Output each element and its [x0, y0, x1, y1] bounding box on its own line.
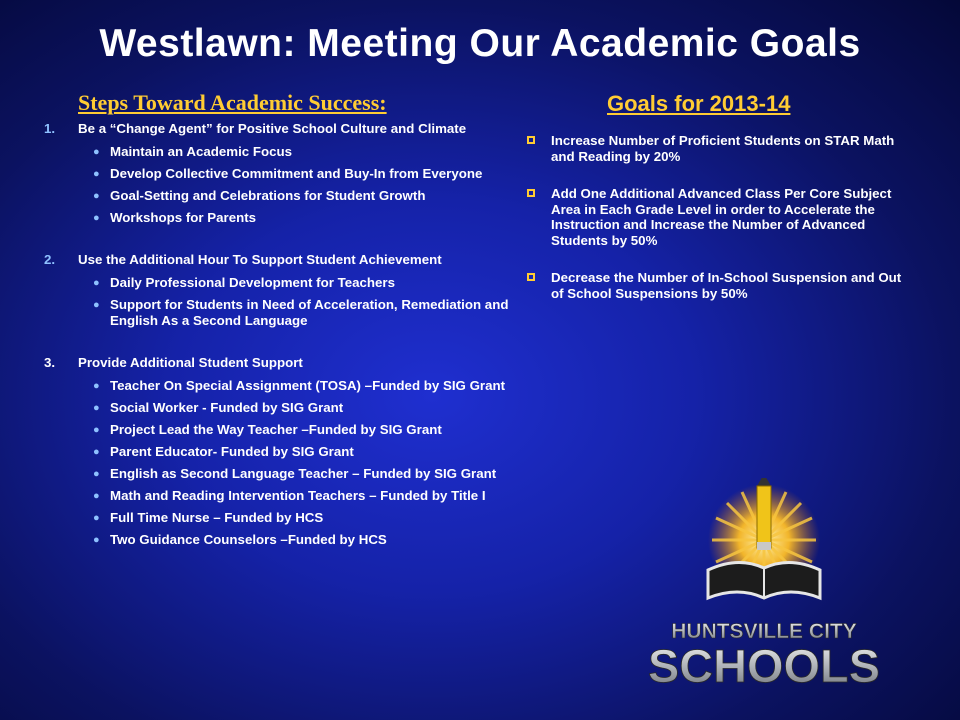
goal-text: Add One Additional Advanced Class Per Core Subject Area in Each Grade Level in order to Accelerate the Instruction and Increase the Number of Advanced Students by 50%: [551, 186, 892, 248]
list-item: [42, 532, 512, 548]
list-item-text: Support for Students in Need of Acceleration, Remediation and English As a Second Language: [110, 297, 509, 328]
list-item-text: Social Worker - Funded by SIG Grant: [110, 400, 344, 415]
list-item: [42, 422, 512, 438]
goals-heading: Goals for 2013-14: [607, 91, 791, 116]
section-title: [42, 355, 512, 371]
list-item: [42, 444, 512, 460]
list-item-text: Full Time Nurse – Funded by HCS: [110, 510, 324, 525]
list-item: [42, 166, 512, 182]
bullet-icon: ●: [93, 534, 100, 546]
section-title-text: Provide Additional Student Support: [78, 355, 303, 370]
goal-text: Increase Number of Proficient Students on STAR Math and Reading by 20%: [551, 133, 895, 164]
list-item-text: Two Guidance Counselors –Funded by HCS: [110, 532, 387, 547]
bullet-icon: ●: [93, 168, 100, 180]
goals-list: [522, 133, 912, 323]
list-item: [42, 210, 512, 226]
bullet-icon: ●: [93, 380, 100, 392]
bullet-icon: ●: [93, 446, 100, 458]
checkbox-bullet-icon: [527, 136, 535, 144]
list-item-text: Workshops for Parents: [110, 210, 257, 225]
list-item-text: Teacher On Special Assignment (TOSA) –Funded by SIG Grant: [110, 378, 506, 393]
section-number: 2.: [44, 252, 56, 267]
list-item: [42, 144, 512, 160]
section-number: 3.: [44, 355, 56, 370]
list-item: [42, 488, 512, 504]
bullet-icon: ●: [93, 490, 100, 502]
list-item: [42, 378, 512, 394]
checkbox-bullet-icon: [527, 273, 535, 281]
bullet-icon: ●: [93, 146, 100, 158]
steps-list: [42, 121, 512, 564]
huntsville-city-schools-logo: [638, 478, 890, 688]
list-item-text: Develop Collective Commitment and Buy-In from Everyone: [110, 166, 483, 181]
section-student-support: [42, 355, 512, 548]
book-icon: [708, 562, 820, 598]
bullet-icon: ●: [93, 190, 100, 202]
list-item-text: Daily Professional Development for Teachers: [110, 275, 395, 290]
list-item: [42, 275, 512, 291]
goal-item: [522, 270, 912, 301]
logo-line-1: HUNTSVILLE CITY: [671, 620, 857, 643]
list-item: [42, 188, 512, 204]
list-item: [42, 466, 512, 482]
bullet-icon: ●: [93, 402, 100, 414]
list-item: [42, 297, 512, 329]
section-title-text: Be a “Change Agent” for Positive School Culture and Climate: [78, 121, 467, 136]
bullet-icon: ●: [93, 424, 100, 436]
bullet-icon: ●: [93, 468, 100, 480]
section-title: [42, 252, 512, 268]
goal-item: [522, 133, 912, 164]
bullet-icon: ●: [93, 212, 100, 224]
bullet-icon: ●: [93, 277, 100, 289]
list-item-text: Parent Educator- Funded by SIG Grant: [110, 444, 354, 459]
checkbox-bullet-icon: [527, 189, 535, 197]
section-title-text: Use the Additional Hour To Support Student Achievement: [78, 252, 442, 267]
list-item-text: Maintain an Academic Focus: [110, 144, 293, 159]
section-additional-hour: [42, 252, 512, 329]
section-number: 1.: [44, 121, 56, 136]
logo-line-2: SCHOOLS: [648, 640, 880, 688]
steps-heading: Steps Toward Academic Success:: [78, 90, 387, 115]
pencil-icon: [757, 478, 771, 550]
list-item-text: English as Second Language Teacher – Funded by SIG Grant: [110, 466, 497, 481]
section-title: [42, 121, 512, 137]
list-item: [42, 400, 512, 416]
section-change-agent: [42, 121, 512, 226]
goal-item: [522, 186, 912, 248]
list-item-text: Goal-Setting and Celebrations for Student Growth: [110, 188, 426, 203]
list-item-text: Math and Reading Intervention Teachers – Funded by Title I: [110, 488, 486, 503]
list-item: [42, 510, 512, 526]
goal-text: Decrease the Number of In-School Suspension and Out of School Suspensions by 50%: [551, 270, 902, 301]
slide-title: Westlawn: Meeting Our Academic Goals: [99, 22, 861, 65]
bullet-icon: ●: [93, 299, 100, 311]
list-item-text: Project Lead the Way Teacher –Funded by SIG Grant: [110, 422, 442, 437]
bullet-icon: ●: [93, 512, 100, 524]
